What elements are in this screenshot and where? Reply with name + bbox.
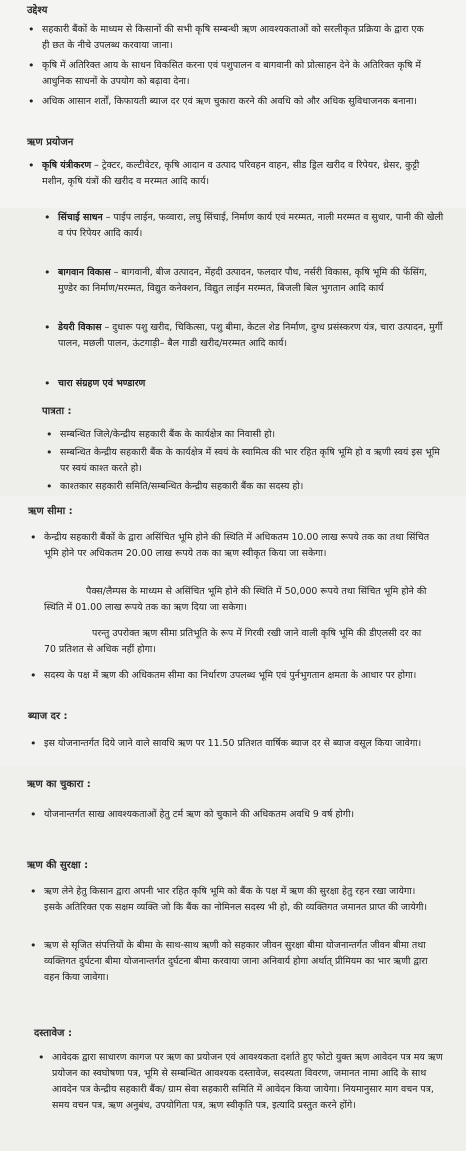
eligibility-item: • सम्बन्धित जिले/केन्द्रीय सहकारी बैंक के कार्यक्षेत्र का निवासी हो। xyxy=(46,428,276,441)
bullet-icon: • xyxy=(30,737,37,750)
bullet-icon: • xyxy=(44,211,51,224)
bullet-icon: • xyxy=(44,321,51,334)
eligibility-heading: पात्रता : xyxy=(42,406,72,417)
bullet-icon: • xyxy=(30,531,37,544)
loan-limit-item: • केन्द्रीय सहकारी बैंकों के द्वारा असिंचित भूमि होने की स्थिति में अधिकतम 10.00 लाख रूपये तक का तथा सिंचित भूमि होने पर अधिकतम 20.00 लाख रूपये तक का ऋण स्वीकृत किया जा सकेगा। xyxy=(30,531,430,559)
loan-limit-paragraph: परन्तु उपरोक्त ऋण सीमा प्रतिभूति के रूप में गिरवी रखी जाने वाली कृषि भूमि की डीएलसी दर का 70 प्रतिशत से अधिक नहीं होगा। xyxy=(44,628,422,655)
security-item: • ऋण लेने हेतु किसान द्वारा अपनी भार रहित कृषि भूमि को बैंक के पक्ष में ऋण की सुरक्षा हेतु रहन रखा जायेगा। इसके अतिरिक्त एक सक्षम व्यक्ति जो कि बैंक का नोमिनल सदस्य भी हो, की व्यक्तिगत जमानत प्राप्त की जायेगी। xyxy=(30,885,427,913)
bullet-icon: • xyxy=(30,669,37,682)
loan-purpose-item: • सिंचाई साधन – पाईप लाईन, फव्वारा, लघु सिंचाई, निर्माण कार्य एवं मरम्मत, नाली मरम्मत व सुधार, पानी की खेली व पंप रिपेयर आदि कार्य। xyxy=(44,211,444,239)
bullet-icon: • xyxy=(30,939,37,952)
eligibility-item: • सम्बन्धित केन्द्रीय सहकारी बैंक के कार्यक्षेत्र में स्वयं के स्वामित्व की भार रहित कृषि भूमि हो व ऋणी स्वयं इस भूमि पर स्वयं काश्त करते हो। xyxy=(46,446,440,474)
objective-item: • अधिक आसान शर्तों, किफायती ब्याज दर एवं ऋण चुकारा करने की अवधि को और अधिक सुविधाजनक बनाना। xyxy=(28,95,417,108)
bullet-icon: • xyxy=(28,159,35,172)
objective-item: • कृषि में अतिरिक्त आय के साधन विकसित करना एवं पशुपालन व बागवानी को प्रोत्साहन देने के अतिरिक्त कृषि में आधुनिक साधनों के उपयोग को बढ़ावा देना। xyxy=(28,59,422,87)
loan-purpose-item: • बागवान विकास – बागवानी, बीज उत्पादन, मेंहदी उत्पादन, फलदार पौध, नर्सरी विकास, कृषि भूमि की फेंसिंग, मुण्डेर का निर्माण/मरम्मत, विद्युत कनेक्शन, विद्युत लाईन मरम्मत, बिजली बिल भुगतान आदि कार्य xyxy=(44,266,428,294)
bullet-icon: • xyxy=(46,446,53,459)
bullet-icon: • xyxy=(28,59,35,72)
documents-item: • आवेदक द्वारा साधारण कागज पर ऋण का प्रयोजन एवं आवश्यकता दर्शाते हुए फोटो युक्त ऋण आवेदन पत्र मय ऋण प्रयोजन का स्वघोषणा पत्र, भूमि से सम्बन्धित आवश्यक दस्तावेज, सदस्यता विवरण, जमानत नामा आदि के साथ आवदेन पत्र केन्द्रीय सहकारी बैंक/ ग्राम सेवा सहकारी समिति में आवेदन किया जायेगा। नियमानुसार माग वचन पत्र, समय वचन पत्र, ऋण अनुबंध, उपयोगिता पत्र, ऋण स्वीकृति पत्र, इत्यादि प्रस्तुत करने होंगे। xyxy=(38,1051,443,1111)
repayment-item: • योजनान्तर्गत साख आवश्यकताओं हेतु टर्म ऋण को चुकाने की अधिकतम अवधि 9 वर्ष होगी। xyxy=(44,804,436,826)
security-item: • ऋण से सृजित संपत्तियों के बीमा के साथ-साथ ऋणी को सहकार जीवन सुरक्षा बीमा योजनान्तर्गत जीवन बीमा तथा व्यक्तिगत दुर्घटना बीमा योजनान्तर्गत दुर्घटना बीमा करवाया जाना अनिवार्य होगा अर्थात् प्रीमियम का भार ऋणी द्वारा वहन किया जावेगा। xyxy=(30,939,428,983)
loan-purpose-item: • चारा संग्रहण एवं भण्डारण xyxy=(44,377,146,390)
loan-limit-item: • सदस्य के पक्ष में ऋण की अधिकतम सीमा का निर्धारण उपलब्ध भूमि एवं पुर्नभुगतान क्षमता के आधार पर होगा। xyxy=(30,669,417,682)
objective-heading: उद्देश्य xyxy=(27,5,48,16)
bullet-icon: • xyxy=(28,95,35,108)
interest-item: • इस योजनान्तर्गत दिये जाने वाले सावधि ऋण पर 11.50 प्रतिशत वार्षिक ब्याज दर से ब्याज वसूल किया जावेगा। xyxy=(30,737,422,750)
bullet-icon: • xyxy=(30,808,37,821)
loan-purpose-item: • डेयरी विकास – दुधारू पशु खरीद, चिकित्सा, पशु बीमा, केटल शेड निर्माण, दुग्ध प्रसंस्करण यंत्र, चारा उत्पादन, मुर्गी पालन, मछली पालन, ऊंटगाड़ी– बैल गाडी खरीद/मरम्मत आदि कार्य। xyxy=(44,321,443,349)
loan-purpose-item: • कृषि यंत्रीकरण – ट्रेक्टर, कल्टीवेटर, कृषि आदान व उत्पाद परिवहन वाहन, सीड ड्रिल खरीद व रिपेयर, थ्रेसर, कुट्टी मशीन, कृषि यंत्रों की खरीद व मरम्मत आदि कार्य। xyxy=(28,159,420,187)
loan-purpose-heading: ऋण प्रयोजन xyxy=(27,137,74,148)
eligibility-item: • काश्तकार सहकारी समिति/सम्बन्धित केन्द्रीय सहकारी बैंक का सदस्य हो। xyxy=(46,480,304,493)
bullet-icon: • xyxy=(44,266,51,279)
bullet-icon: • xyxy=(28,23,35,36)
bullet-icon: • xyxy=(44,377,51,390)
bullet-icon: • xyxy=(30,885,37,898)
loan-limit-paragraph: पैक्स/लैम्पस के माध्यम से असिंचित भूमि होने की स्थिति में 50,000 रूपये तथा सिंचित भूमि होने की स्थिति में 01.00 लाख रूपये तक का ऋण दिया जा सकेगा। xyxy=(44,586,427,613)
bullet-icon: • xyxy=(46,480,53,493)
documents-heading: दस्तावेज : xyxy=(34,1028,72,1039)
security-heading: ऋण की सुरक्षा : xyxy=(27,860,89,871)
bullet-icon: • xyxy=(38,1051,45,1064)
bullet-icon: • xyxy=(46,428,53,441)
interest-heading: ब्याज दर : xyxy=(28,711,68,722)
objective-item: • सहकारी बैंकों के माध्यम से किसानों की सभी कृषि सम्बन्धी ऋण आवश्यकताओं को सरलीकृत प्रक्रिया के द्वारा एक ही छत के नीचे उपलब्ध करवाया जाना। xyxy=(28,23,424,51)
loan-limit-heading: ऋण सीमा : xyxy=(28,506,73,517)
repayment-heading: ऋण का चुकारा : xyxy=(27,779,91,790)
